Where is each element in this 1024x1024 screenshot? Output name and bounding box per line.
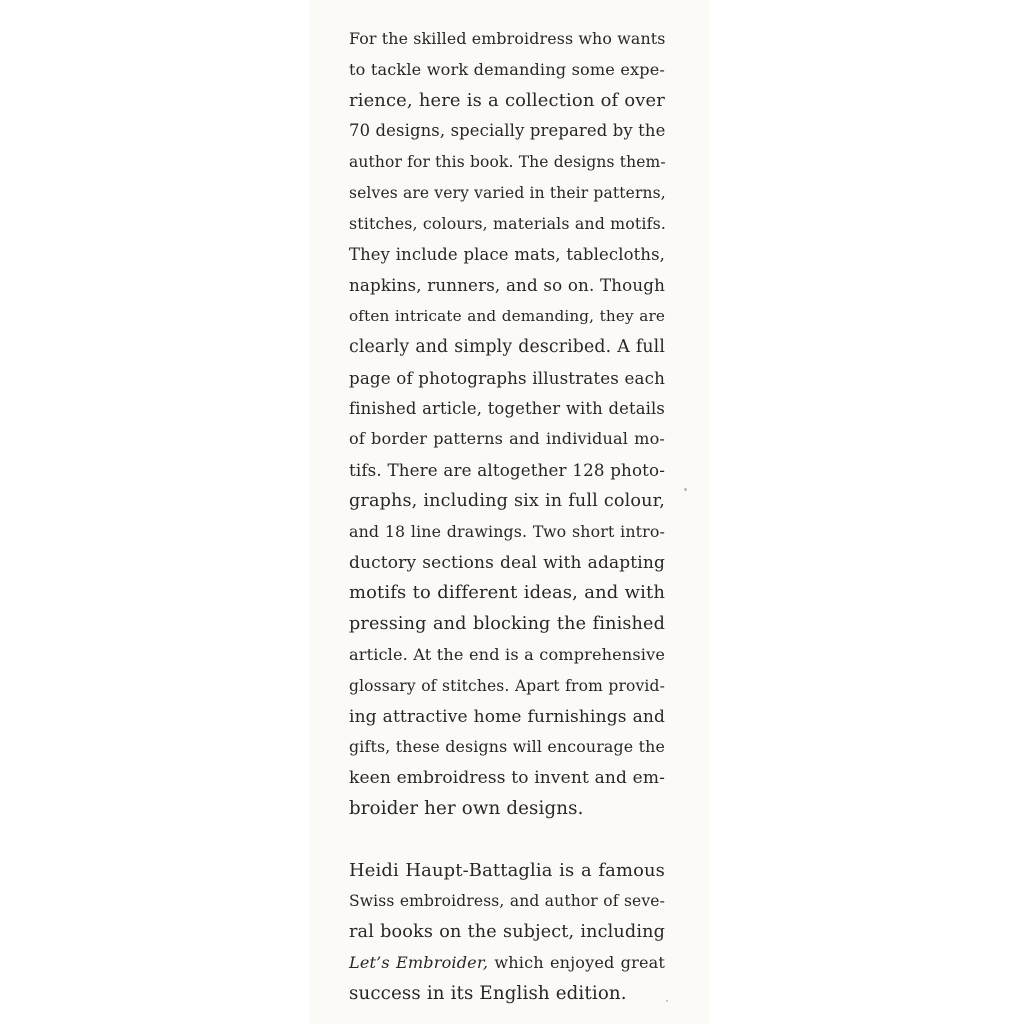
text-line: rience, here is a collection of over	[349, 89, 665, 111]
text-line: ing attractive home furnishings and	[349, 706, 665, 727]
text-line: keen embroidress to invent and em-	[349, 768, 665, 789]
text-line: article. At the end is a comprehensive	[349, 644, 665, 664]
text-line: stitches, colours, materials and motifs.	[349, 213, 667, 233]
description-paragraph	[349, 24, 665, 825]
paper-speck	[666, 1000, 668, 1002]
text-line: napkins, runners, and so on. Though	[349, 275, 665, 296]
text-line: selves are very varied in their patterns,	[349, 183, 666, 202]
author-bio-paragraph	[349, 856, 665, 1010]
text-line: 70 designs, specially prepared by the	[349, 121, 666, 141]
text-line: graphs, including six in full colour,	[349, 490, 665, 511]
text-line: often intricate and demanding, they are	[349, 307, 665, 326]
text-line: finished article, together with details	[349, 398, 665, 418]
text-line	[349, 948, 665, 979]
text-line: author for this book. The designs them-	[349, 153, 666, 172]
text-line: ductory sections deal with adapting	[349, 552, 665, 573]
text-line: tifs. There are altogether 128 photo-	[349, 460, 665, 481]
paper-speck	[684, 488, 687, 491]
text-line: motifs to different ideas, and with	[349, 582, 665, 604]
text-line: Heidi Haupt-Battaglia is a famous	[349, 859, 665, 881]
text-line: ral books on the subject, including	[349, 922, 665, 943]
text-line: For the skilled embroidress who wants	[349, 29, 666, 48]
text-line: of border patterns and individual mo-	[349, 429, 665, 449]
text-line: glossary of stitches. Apart from provid-	[349, 676, 665, 695]
text-line: page of photographs illustrates each	[349, 367, 665, 388]
text-line: They include place mats, tablecloths,	[349, 244, 665, 264]
text-line: gifts, these designs will encourage the	[349, 737, 665, 757]
text-line: Swiss embroidress, and author of seve-	[349, 892, 665, 911]
paragraph-gap	[349, 825, 665, 856]
text-line: to tackle work demanding some expe-	[349, 59, 665, 79]
text-line: success in its English edition.	[349, 982, 627, 1004]
book-title: Let’s Embroider,	[349, 952, 489, 972]
text-fragment: which enjoyed great	[488, 952, 665, 972]
text-line: pressing and blocking the finished	[349, 614, 665, 635]
text-line: clearly and simply described. A full	[349, 336, 665, 357]
text-line: broider her own designs.	[349, 797, 584, 819]
text-line: and 18 line drawings. Two short intro-	[349, 521, 665, 541]
jacket-flap-copy	[349, 24, 665, 1010]
